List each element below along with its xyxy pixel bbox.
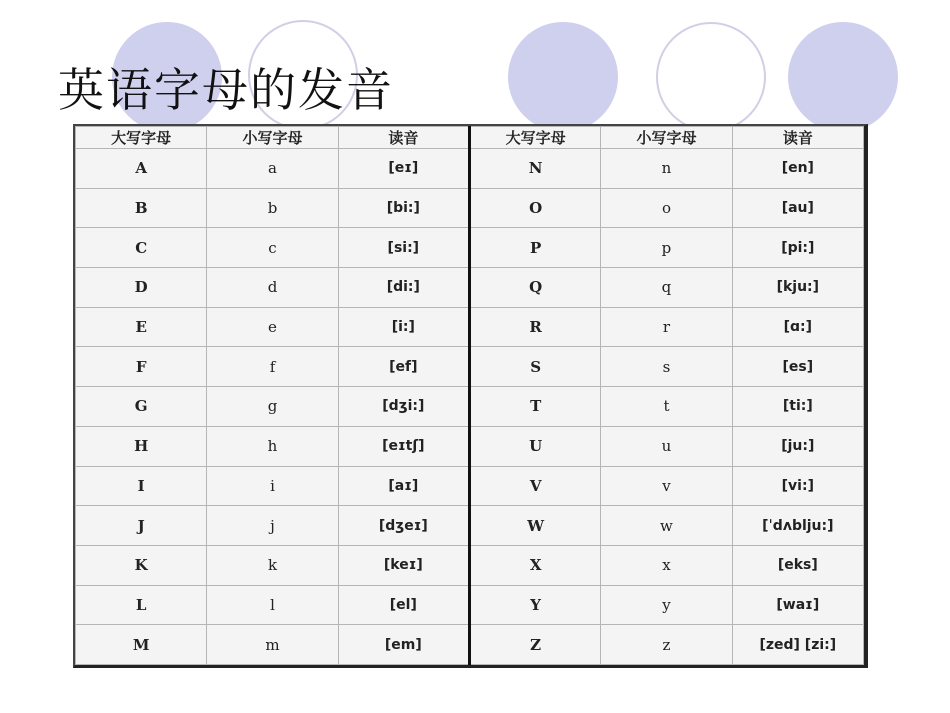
cell-pronunciation: [keɪ] xyxy=(338,545,469,585)
table-row xyxy=(76,466,864,506)
cell-lowercase: n xyxy=(601,149,732,189)
cell-pronunciation: [i:] xyxy=(338,307,469,347)
cell-pronunciation: [waɪ] xyxy=(732,585,863,625)
cell-lowercase: b xyxy=(207,188,338,228)
table-row xyxy=(76,188,864,228)
cell-lowercase: s xyxy=(601,347,732,387)
cell-uppercase: B xyxy=(76,188,207,228)
decorative-circle-outline xyxy=(656,22,766,132)
cell-uppercase: Q xyxy=(469,268,600,308)
cell-lowercase: i xyxy=(207,466,338,506)
cell-lowercase: h xyxy=(207,426,338,466)
cell-lowercase: a xyxy=(207,149,338,189)
decorative-circle-filled xyxy=(788,22,898,132)
cell-lowercase: q xyxy=(601,268,732,308)
cell-pronunciation: [eks] xyxy=(732,545,863,585)
cell-pronunciation: [vi:] xyxy=(732,466,863,506)
cell-lowercase: j xyxy=(207,506,338,546)
table-row xyxy=(76,228,864,268)
cell-pronunciation: [el] xyxy=(338,585,469,625)
cell-uppercase: D xyxy=(76,268,207,308)
cell-pronunciation: [em] xyxy=(338,625,469,665)
cell-lowercase: v xyxy=(601,466,732,506)
cell-lowercase: x xyxy=(601,545,732,585)
cell-pronunciation: [bi:] xyxy=(338,188,469,228)
header-pronunciation: 读音 xyxy=(732,127,863,149)
table-row xyxy=(76,149,864,189)
cell-uppercase: P xyxy=(469,228,600,268)
cell-pronunciation: [eɪ] xyxy=(338,149,469,189)
cell-lowercase: g xyxy=(207,387,338,427)
cell-lowercase: c xyxy=(207,228,338,268)
cell-pronunciation: [eɪtʃ] xyxy=(338,426,469,466)
table-header-row xyxy=(76,127,864,149)
cell-lowercase: p xyxy=(601,228,732,268)
cell-uppercase: W xyxy=(469,506,600,546)
cell-lowercase: m xyxy=(207,625,338,665)
cell-pronunciation: [di:] xyxy=(338,268,469,308)
table-row xyxy=(76,307,864,347)
cell-uppercase: C xyxy=(76,228,207,268)
cell-pronunciation: [au] xyxy=(732,188,863,228)
cell-uppercase: G xyxy=(76,387,207,427)
table-row xyxy=(76,347,864,387)
cell-uppercase: X xyxy=(469,545,600,585)
cell-pronunciation: [ti:] xyxy=(732,387,863,427)
cell-uppercase: V xyxy=(469,466,600,506)
cell-uppercase: Z xyxy=(469,625,600,665)
cell-uppercase: S xyxy=(469,347,600,387)
cell-uppercase: R xyxy=(469,307,600,347)
cell-uppercase: O xyxy=(469,188,600,228)
cell-lowercase: k xyxy=(207,545,338,585)
cell-uppercase: L xyxy=(76,585,207,625)
cell-pronunciation: [ɑ:] xyxy=(732,307,863,347)
header-lowercase: 小写字母 xyxy=(601,127,732,149)
table-row xyxy=(76,268,864,308)
cell-pronunciation: [es] xyxy=(732,347,863,387)
cell-lowercase: y xyxy=(601,585,732,625)
cell-uppercase: M xyxy=(76,625,207,665)
cell-uppercase: U xyxy=(469,426,600,466)
cell-uppercase: Y xyxy=(469,585,600,625)
header-uppercase: 大写字母 xyxy=(469,127,600,149)
cell-uppercase: K xyxy=(76,545,207,585)
cell-uppercase: H xyxy=(76,426,207,466)
table-row xyxy=(76,545,864,585)
slide-title: 英语字母的发音 xyxy=(58,63,394,117)
cell-lowercase: f xyxy=(207,347,338,387)
table-row xyxy=(76,585,864,625)
cell-lowercase: d xyxy=(207,268,338,308)
cell-pronunciation: [dʒeɪ] xyxy=(338,506,469,546)
cell-lowercase: t xyxy=(601,387,732,427)
cell-lowercase: o xyxy=(601,188,732,228)
decorative-circle-filled xyxy=(508,22,618,132)
cell-lowercase: u xyxy=(601,426,732,466)
table-row xyxy=(76,506,864,546)
cell-lowercase: e xyxy=(207,307,338,347)
cell-pronunciation: [pi:] xyxy=(732,228,863,268)
cell-pronunciation: [aɪ] xyxy=(338,466,469,506)
cell-lowercase: w xyxy=(601,506,732,546)
alphabet-table xyxy=(73,124,868,668)
cell-uppercase: A xyxy=(76,149,207,189)
cell-uppercase: E xyxy=(76,307,207,347)
header-pronunciation: 读音 xyxy=(338,127,469,149)
cell-lowercase: r xyxy=(601,307,732,347)
cell-uppercase: I xyxy=(76,466,207,506)
table-row xyxy=(76,426,864,466)
table-row xyxy=(76,387,864,427)
cell-uppercase: T xyxy=(469,387,600,427)
cell-pronunciation: [si:] xyxy=(338,228,469,268)
table-row xyxy=(76,625,864,665)
cell-pronunciation: [en] xyxy=(732,149,863,189)
cell-uppercase: N xyxy=(469,149,600,189)
cell-pronunciation: [ˈdʌblju:] xyxy=(732,506,863,546)
cell-pronunciation: [dʒi:] xyxy=(338,387,469,427)
header-lowercase: 小写字母 xyxy=(207,127,338,149)
header-uppercase: 大写字母 xyxy=(76,127,207,149)
cell-uppercase: F xyxy=(76,347,207,387)
cell-pronunciation: [ef] xyxy=(338,347,469,387)
cell-pronunciation: [zed] [zi:] xyxy=(732,625,863,665)
cell-lowercase: z xyxy=(601,625,732,665)
cell-pronunciation: [ju:] xyxy=(732,426,863,466)
cell-pronunciation: [kju:] xyxy=(732,268,863,308)
cell-lowercase: l xyxy=(207,585,338,625)
cell-uppercase: J xyxy=(76,506,207,546)
